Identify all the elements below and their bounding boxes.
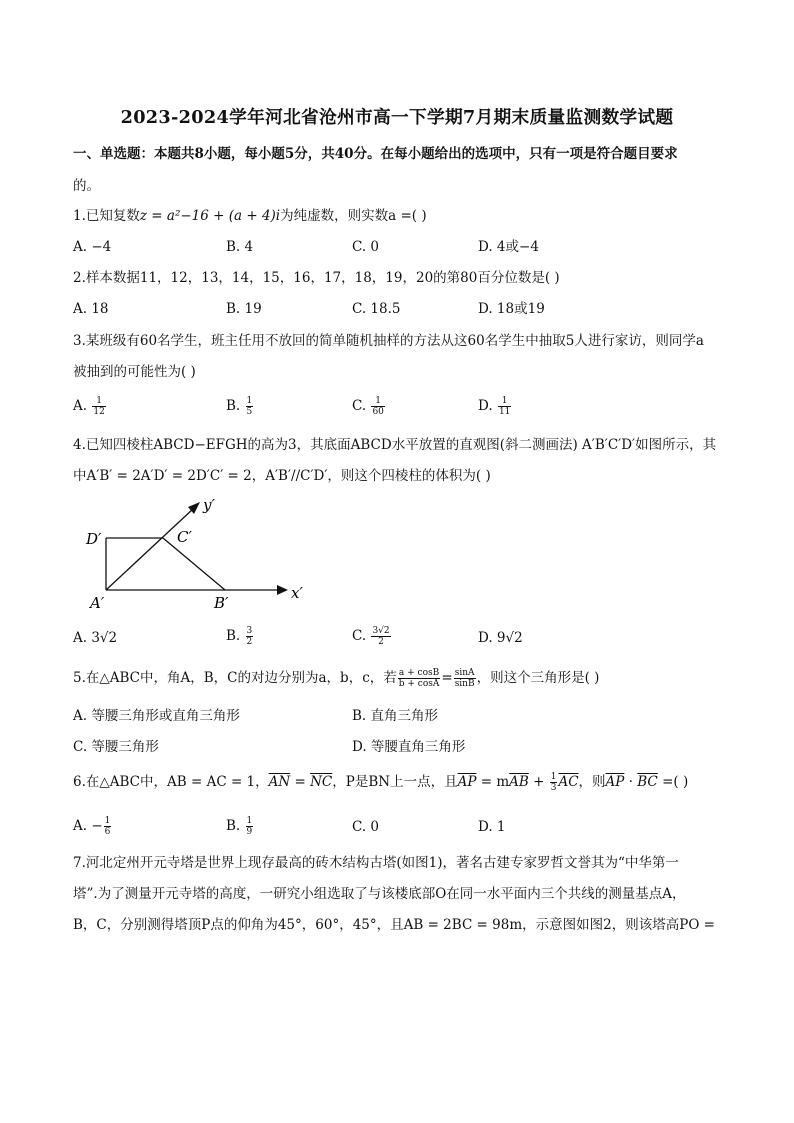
exam-title: 2023-2024学年河北省沧州市高一下学期7月期末质量监测数学试题	[120, 107, 674, 128]
question-2: 2.样本数据11，12，13，14，15，16，17，18，19，20的第80百分位数是( )	[73, 270, 560, 286]
q5-frac1-num: a + cosB	[398, 668, 440, 678]
q6-b-fraction	[246, 816, 254, 837]
q3-c-fraction	[371, 396, 384, 417]
q6-option-a[interactable]	[73, 816, 112, 837]
question-4-line2: 中A′B′ = 2A′D′ = 2D′C′ = 2，A′B′//C′D′，则这个四棱柱的体积为( )	[73, 468, 491, 484]
q6-eq1: =	[290, 774, 311, 790]
q6-option-d[interactable]: D. 1	[478, 819, 506, 835]
q6-option-c[interactable]: C. 0	[352, 819, 380, 835]
q6-dot: ·	[624, 774, 638, 790]
q3-a-fraction	[92, 396, 105, 417]
q3-option-b[interactable]	[226, 396, 254, 417]
q4-c-prefix: C.	[352, 628, 367, 644]
q6-fraction	[550, 772, 558, 793]
q5-pre: 5.在△ABC中，角A，B，C的对边分别为a，b，c，若	[73, 670, 397, 686]
q6-a-fraction	[104, 816, 112, 837]
q3-b-prefix: B.	[226, 398, 241, 414]
q3-b-num: 1	[246, 396, 253, 406]
q5-fraction-1	[398, 668, 441, 689]
q2-option-c[interactable]: C. 18.5	[352, 301, 401, 317]
q1-option-b[interactable]: B. 4	[226, 239, 254, 255]
question-7-line2: 塔”.为了测量开元寺塔的高度，一研究小组选取了与该楼底部O在同一水平面内三个共线的测量基点A，	[73, 886, 686, 902]
label-d: D′	[86, 530, 102, 548]
q6-b-prefix: B.	[226, 818, 241, 834]
x-axis-arrow	[277, 585, 288, 595]
q6-a-prefix: A. −	[73, 818, 103, 834]
question-7-line3: B，C，分别测得塔顶P点的仰角为45°，60°，45°，且AB = 2BC = 98m，示意图如图2，则该塔高PO =	[73, 917, 715, 933]
q6-b-den: 9	[246, 827, 253, 837]
q6-a-den: 6	[104, 827, 111, 837]
question-4-line1: 4.已知四棱柱ABCD−EFGH的高为3，其底面ABCD水平放置的直观图(斜二测画法) A′B′C′D′如图所示，其	[73, 437, 717, 453]
q6-option-b[interactable]	[226, 816, 254, 837]
q6-mid: ，P是BN上一点，且	[332, 774, 458, 790]
q2-option-d[interactable]: D. 18或19	[478, 301, 545, 317]
q6-eq2: = m	[476, 774, 510, 790]
question-1	[73, 206, 427, 226]
q5-post: ，则这个三角形是( )	[476, 670, 600, 686]
q4-c-den: 2	[378, 637, 384, 647]
question-5	[73, 668, 599, 689]
q6-vec-an: $\overline{AN}$	[268, 774, 291, 790]
q5-fraction-2	[454, 668, 476, 689]
q6-mid2: ，则	[578, 774, 606, 790]
q3-c-prefix: C.	[352, 398, 367, 414]
section-heading-line2: 的。	[73, 178, 100, 194]
q5-frac2-den: sinB	[454, 679, 475, 689]
question-3-line1: 3.某班级有60名学生，班主任用不放回的简单随机抽样的方法从这60名学生中抽取5人进行家访，则同学a	[73, 333, 704, 349]
q4-option-a[interactable]: A. 3√2	[73, 630, 118, 646]
q6-a-num: 1	[104, 816, 111, 826]
q3-a-num: 1	[92, 396, 105, 407]
q2-option-b[interactable]: B. 19	[226, 301, 262, 317]
question-6	[73, 772, 688, 793]
q6-vec-ap: $\overline{AP}$	[457, 774, 477, 790]
q5-frac1-den: b + cosA	[398, 679, 440, 689]
q6-vec-ap-2: $\overline{AP}$	[605, 774, 625, 790]
q3-b-den: 5	[246, 407, 253, 417]
label-y: y′	[203, 496, 215, 514]
label-b: B′	[214, 594, 229, 612]
q4-c-num: 3√2	[372, 626, 390, 636]
q3-d-fraction	[498, 396, 511, 417]
q3-c-num: 1	[371, 396, 384, 407]
q1-option-c[interactable]: C. 0	[352, 239, 380, 255]
q6-vec-bc: $\overline{BC}$	[637, 774, 658, 790]
q5-option-a[interactable]: A. 等腰三角形或直角三角形	[73, 708, 240, 724]
q6-post: =( )	[657, 774, 689, 790]
q3-c-den: 60	[372, 407, 384, 417]
label-c: C′	[177, 528, 192, 546]
q3-option-d[interactable]	[478, 396, 512, 417]
q3-d-den: 11	[498, 407, 511, 417]
section-heading-line1: 一、单选题：本题共8小题，每小题5分，共40分。在每小题给出的选项中，只有一项是符合题目要求	[73, 146, 678, 162]
q4-b-den: 2	[246, 637, 253, 647]
question-7-line1: 7.河北定州开元寺塔是世界上现存最高的砖木结构古塔(如图1)，著名古建专家罗哲文誉其为“中华第一	[73, 855, 679, 871]
q1-pre: 1.已知复数	[73, 208, 140, 224]
q5-frac2-num: sinA	[454, 668, 475, 678]
q6-frac-den: 3	[550, 783, 557, 793]
q6-vec-nc: $\overline{NC}$	[310, 774, 333, 790]
q6-plus: +	[528, 774, 549, 790]
q4-b-num: 3	[246, 626, 253, 636]
q5-option-d[interactable]: D. 等腰直角三角形	[352, 739, 466, 755]
q4-option-c[interactable]	[352, 626, 392, 647]
q6-frac-num: 1	[550, 772, 557, 782]
q1-option-d[interactable]: D. 4或−4	[478, 239, 539, 255]
q1-option-a[interactable]: A. −4	[73, 239, 112, 255]
q6-pre: 6.在△ABC中，AB = AC = 1，	[73, 774, 269, 790]
q4-option-d[interactable]: D. 9√2	[478, 630, 523, 646]
q2-option-a[interactable]: A. 18	[73, 301, 109, 317]
y-axis-line	[106, 508, 194, 590]
edge-cb	[163, 538, 225, 590]
q4-b-prefix: B.	[226, 628, 241, 644]
q3-a-prefix: A.	[73, 398, 88, 414]
q3-d-prefix: D.	[478, 398, 493, 414]
q4-option-b[interactable]	[226, 626, 254, 647]
q3-option-c[interactable]	[352, 396, 386, 417]
label-a: A′	[90, 594, 105, 612]
q5-option-c[interactable]: C. 等腰三角形	[73, 739, 159, 755]
question-3-line2: 被抽到的可能性为( )	[73, 364, 196, 380]
q5-eq: =	[441, 670, 453, 686]
q6-vec-ab: $\overline{AB}$	[509, 774, 529, 790]
oblique-projection-figure	[80, 494, 320, 616]
q3-a-den: 12	[93, 407, 105, 417]
q1-post: 为纯虚数，则实数a =( )	[280, 208, 427, 224]
q6-vec-ac: $\overline{AC}$	[558, 774, 579, 790]
label-x: x′	[291, 584, 303, 602]
q3-b-fraction	[246, 396, 254, 417]
q6-b-num: 1	[246, 816, 253, 826]
q3-d-num: 1	[498, 396, 511, 407]
q5-option-b[interactable]: B. 直角三角形	[352, 708, 439, 724]
q1-expr: z = a²−16 + (a + 4)i	[139, 208, 281, 224]
q4-c-fraction	[371, 626, 390, 647]
q4-b-fraction	[246, 626, 254, 647]
q3-option-a[interactable]	[73, 396, 107, 417]
